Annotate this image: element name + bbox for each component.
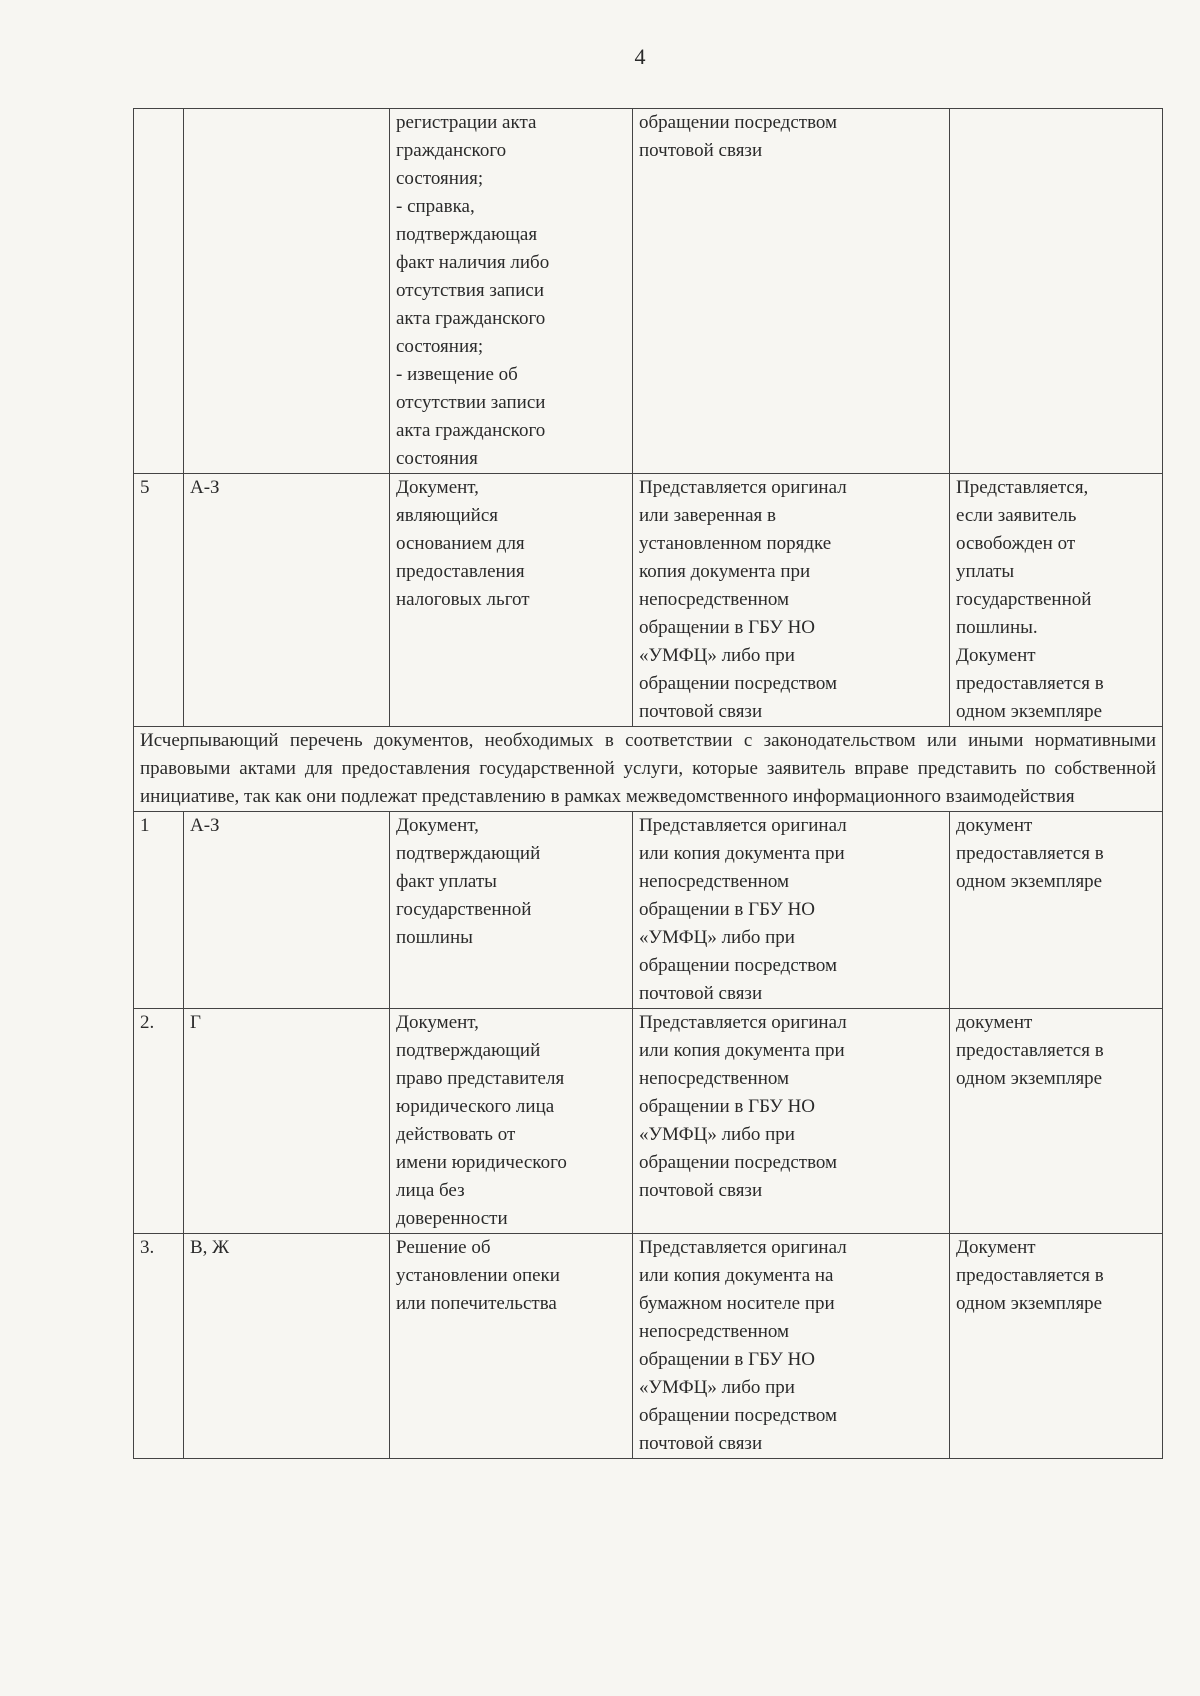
note-cell: Представляется, если заявитель освобожден от уплаты государственной пошлины. Документ предоставляется в одном экземпляре <box>950 474 1163 727</box>
submission-method-cell: Представляется оригинал или заверенная в установленном порядке копия документа при непосредственном обращении в ГБУ НО «УМФЦ» либо при обращении посредством почтовой связи <box>633 474 950 727</box>
document-name-cell: Документ, подтверждающий факт уплаты государственной пошлины <box>390 812 633 1009</box>
table-row <box>134 109 1163 474</box>
document-name-cell: Решение об установлении опеки или попечительства <box>390 1234 633 1459</box>
row-number-cell: 5 <box>134 474 184 727</box>
submission-method-cell: Представляется оригинал или копия документа при непосредственном обращении в ГБУ НО «УМФЦ» либо при обращении посредством почтовой связи <box>633 812 950 1009</box>
row-number-cell: 2. <box>134 1009 184 1234</box>
document-name-cell: регистрации акта гражданского состояния; - справка, подтверждающая факт наличия либо отсутствия записи акта гражданского состояния; - извещение об отсутствии записи акта гражданского состояния <box>390 109 633 474</box>
note-cell: документ предоставляется в одном экземпляре <box>950 812 1163 1009</box>
applicant-code-cell: А-З <box>184 812 390 1009</box>
table-row <box>134 474 1163 727</box>
submission-method-cell: Представляется оригинал или копия документа на бумажном носителе при непосредственном обращении в ГБУ НО «УМФЦ» либо при обращении посредством почтовой связи <box>633 1234 950 1459</box>
document-name-cell: Документ, являющийся основанием для предоставления налоговых льгот <box>390 474 633 727</box>
note-cell: документ предоставляется в одном экземпляре <box>950 1009 1163 1234</box>
submission-method-cell: обращении посредством почтовой связи <box>633 109 950 474</box>
section-heading: Исчерпывающий перечень документов, необходимых в соответствии с законодательством или иными нормативными правовыми актами для предоставления государственной услуги, которые заявитель вправе представить по собственной инициативе, так как они подлежат представлению в рамках межведомственного информационного взаимодействия <box>134 727 1163 812</box>
applicant-code-cell: А-З <box>184 474 390 727</box>
documents-table <box>133 108 1163 1459</box>
note-cell <box>950 109 1163 474</box>
applicant-code-cell <box>184 109 390 474</box>
applicant-code-cell: В, Ж <box>184 1234 390 1459</box>
table-row <box>134 1009 1163 1234</box>
row-number-cell: 3. <box>134 1234 184 1459</box>
row-number-cell: 1 <box>134 812 184 1009</box>
row-number-cell <box>134 109 184 474</box>
table-row <box>134 1234 1163 1459</box>
section-heading-row <box>134 727 1163 812</box>
document-name-cell: Документ, подтверждающий право представителя юридического лица действовать от имени юридического лица без доверенности <box>390 1009 633 1234</box>
submission-method-cell: Представляется оригинал или копия документа при непосредственном обращении в ГБУ НО «УМФЦ» либо при обращении посредством почтовой связи <box>633 1009 950 1234</box>
table-row <box>134 812 1163 1009</box>
page-number: 4 <box>634 44 646 69</box>
note-cell: Документ предоставляется в одном экземпляре <box>950 1234 1163 1459</box>
applicant-code-cell: Г <box>184 1009 390 1234</box>
